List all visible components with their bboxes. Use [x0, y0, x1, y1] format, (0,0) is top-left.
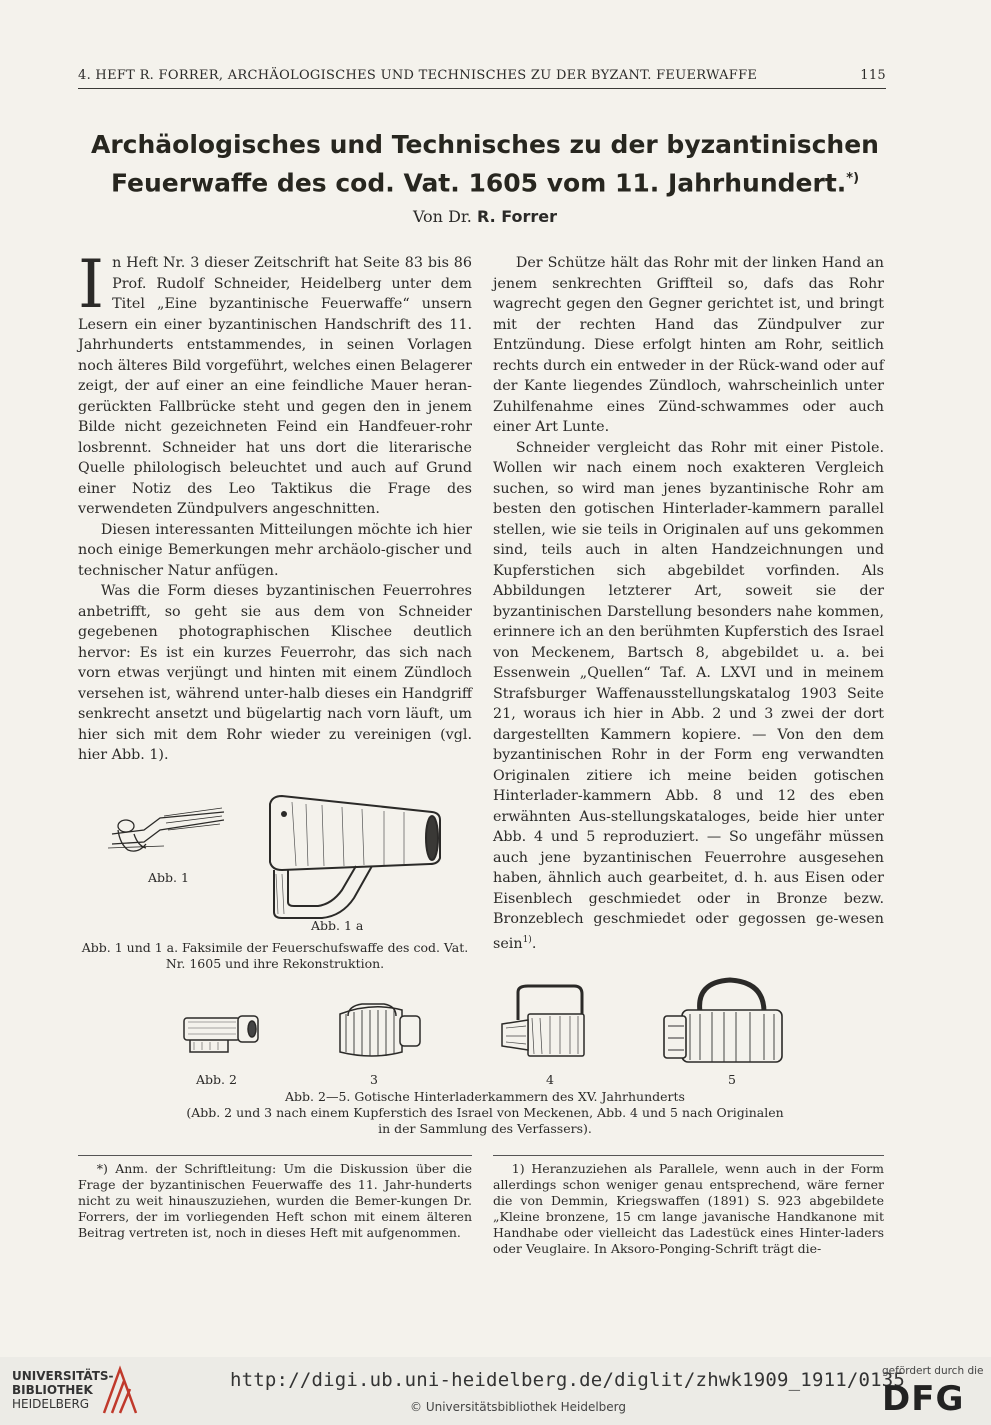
abb-2-5-caption-line-2: (Abb. 2 und 3 nach einem Kupferstich des Israel von Meckenen, Abb. 4 und 5 nach Originalen	[186, 1105, 784, 1120]
title-line-1: Archäologisches und Technisches zu der byzantinischen	[91, 130, 879, 159]
footnote-right-text: 1) Heranzuziehen als Parallele, wenn auch in der Form allerdings schon weniger genau entsprechend, wäre ferner die von Demmin, Kriegswaffen (1891) S. 923 abgebildete „Kleine bronzene, 15 cm lange javanische Handkanone mit Handhabe oder vielleicht das Ladestück eines Hinter-laders oder Veuglaire. In Aksoro-Ponging-Schrift trägt die-	[493, 1161, 884, 1256]
funding-note: gefördert durch die	[882, 1365, 984, 1377]
figure-abb-3	[332, 1000, 424, 1062]
abb-2-5-caption	[120, 1089, 850, 1137]
figure-abb-1a	[262, 790, 442, 920]
byline-prefix: Von Dr.	[412, 207, 472, 226]
left-paragraph-1-text: n Heft Nr. 3 dieser Zeitschrift hat Seite 83 bis 86 Prof. Rudolf Schneider, Heidelberg unter dem Titel „Eine byzantinische Feuerwaffe“ unsern Lesern ein einer byzantinischen Handschrift des 11. Jahrhunderts entstammendes, in seinen Vorlagen noch älteres Bild vorgeführt, welches einen Belagerer zeigt, der auf einer an eine feindliche Mauer heran-gerückten Fallbrücke steht und gegen den in jenem Bilde nicht gezeichneten Feind ein Handfeuer-rohr losbrennt. Schneider hat uns dort die literarische Quelle philologisch beleuchtet und auch auf Grund einer Notiz des Leo Taktikus die Frage des verwendeten Zündpulvers angeschnitten.	[78, 255, 472, 517]
footnote-right	[493, 1161, 884, 1257]
footnote-left	[78, 1161, 472, 1241]
abb-2-label: Abb. 2	[196, 1072, 237, 1087]
figure-abb-4	[498, 982, 590, 1060]
dfg-logo[interactable]: DFG	[882, 1379, 965, 1419]
running-head-title: 4. HEFT R. FORRER, ARCHÄOLOGISCHES UND TECHNISCHES ZU DER BYZANT. FEUERWAFFE	[78, 68, 758, 83]
abb-3-label: 3	[370, 1072, 378, 1087]
library-name-2: BIBLIOTHEK	[12, 1383, 93, 1397]
right-paragraph-2-text: Schneider vergleicht das Rohr mit einer Pistole. Wollen wir nach einem noch exakteren Vergleich suchen, so wird man jenes byzantinische Rohr am besten den gotischen Hinterlader-kammern parallel stellen, wie sie teils in Originalen auf uns gekommen sind, teils auch in alten Handzeichnungen und Kupferstichen sich abgebildet vorfinden. Als Abbildungen letzterer Art, soweit sie der byzantinischen Darstellung besonders nahe kommen, erinnere ich an den berühmten Kupferstich des Israel von Meckenem, Bartsch 8, abgebildet u. a. bei Essenwein „Quellen“ Taf. A. LXVI und in meinem Strafsburger Waffenausstellungskatalog 1903 Seite 21, woraus ich hier in Abb. 2 und 3 zwei der dort dargestellten Kammern kopiere. — Von den dem byzantinischen Rohr in der Form eng verwandten Originalen zitiere ich meine beiden gotischen Hinterlader-kammern Abb. 8 und 12 des eben erwähnten Aus-stellungskataloges, beide hier unter Abb. 4 und 5 reproduziert. — So ungefähr müssen auch jene byzantinischen Feuerrohre ausgesehen haben, ähnlich auch gearbeitet, d. h. aus Eisen oder Eisenblech geschmiedet oder in Bronze bezw. Bronzeblech geschmiedet oder gegossen ge-wesen sein	[493, 439, 884, 952]
abb-1-label: Abb. 1	[148, 870, 189, 885]
figure-abb-1	[104, 790, 224, 866]
footnote-rule-right	[493, 1155, 884, 1156]
viewer-footer	[0, 1357, 991, 1425]
abb-1a-label: Abb. 1 a	[311, 918, 364, 933]
library-logo[interactable]	[12, 1369, 114, 1411]
left-paragraph-1	[78, 246, 472, 520]
abb-1-caption: Abb. 1 und 1 a. Faksimile der Feuerschufswaffe des cod. Vat. Nr. 1605 und ihre Rekonstruktion.	[81, 940, 469, 971]
left-paragraph-2: Diesen interessanten Mitteilungen möchte ich hier noch einige Bemerkungen mehr archäolo-gischer und technischer Natur anfügen.	[78, 521, 472, 579]
title-line-2-text: Feuerwaffe des cod. Vat. 1605 vom 11. Jahrhundert.	[110, 168, 847, 198]
byline	[60, 207, 910, 226]
drop-cap: I	[78, 246, 105, 323]
abb-4-label: 4	[546, 1072, 554, 1087]
figure-abb-5	[660, 976, 786, 1066]
title-footnote-mark: *)	[846, 171, 860, 186]
right-paragraph-2	[493, 438, 884, 954]
paragraph-end: .	[531, 935, 537, 952]
right-column	[493, 253, 884, 954]
figure-abb-2	[180, 1008, 262, 1056]
article-title	[60, 128, 910, 200]
left-column	[78, 246, 472, 766]
library-name-3: HEIDELBERG	[12, 1397, 90, 1411]
copyright: © Universitätsbibliothek Heidelberg	[410, 1400, 627, 1414]
abb-5-label: 5	[728, 1072, 736, 1087]
title-line-2	[60, 162, 910, 200]
footnote-ref: 1)	[522, 934, 532, 945]
footnote-left-text: *) Anm. der Schriftleitung: Um die Diskussion über die Frage der byzantinischen Feuerwaffe des 11. Jahr-hunderts nicht zu weit hinauszuziehen, wurden die Bemer-kungen Dr. Forrers, der im vorliegenden Heft schon mit einem älteren Beitrag vertreten ist, noch in dieses Heft mit aufgenommen.	[78, 1161, 472, 1240]
left-paragraph-3: Was die Form dieses byzantinischen Feuerrohres anbetrifft, so geht sie aus dem von Schneider gegebenen photographischen Klischee deutlich hervor: Es ist ein kurzes Feuerrohr, das sich nach vorn etwas verjüngt und hinten mit einem Zündloch versehen ist, während unter-halb dieses ein Handgriff senkrecht ansetzt und bügelartig nach vorn läuft, um hier sich mit dem Rohr wieder zu vereinigen (vgl. hier Abb. 1).	[78, 583, 472, 763]
right-paragraph-1: Der Schütze hält das Rohr mit der linken Hand an jenem senkrechten Griffteil so, dafs das Rohr wagrecht gegen den Gegner gerichtet ist, und bringt mit der rechten Hand das Zündpulver zur Entzündung. Diese erfolgt hinten am Rohr, seitlich rechts durch ein entweder in der Rück-wand oder auf der Kante liegendes Zündloch, wahrscheinlich unter Zuhilfenahme eines Zünd-schwammes oder auch einer Art Lunte.	[493, 255, 884, 435]
running-head	[78, 64, 886, 86]
page-number: 115	[860, 68, 886, 83]
header-rule	[78, 88, 886, 89]
byline-author: R. Forrer	[476, 207, 558, 226]
library-logo-icon	[100, 1363, 140, 1419]
page-url-link[interactable]: http://digi.ub.uni-heidelberg.de/diglit/zhwk1909_1911/0135	[230, 1369, 906, 1391]
footnote-rule-left	[78, 1155, 472, 1156]
library-name-1: UNIVERSITÄTS-	[12, 1369, 114, 1383]
abb-2-5-caption-line-3: in der Sammlung des Verfassers).	[378, 1121, 592, 1136]
abb-2-5-caption-line-1: Abb. 2—5. Gotische Hinterladerkammern des XV. Jahrhunderts	[285, 1089, 685, 1104]
